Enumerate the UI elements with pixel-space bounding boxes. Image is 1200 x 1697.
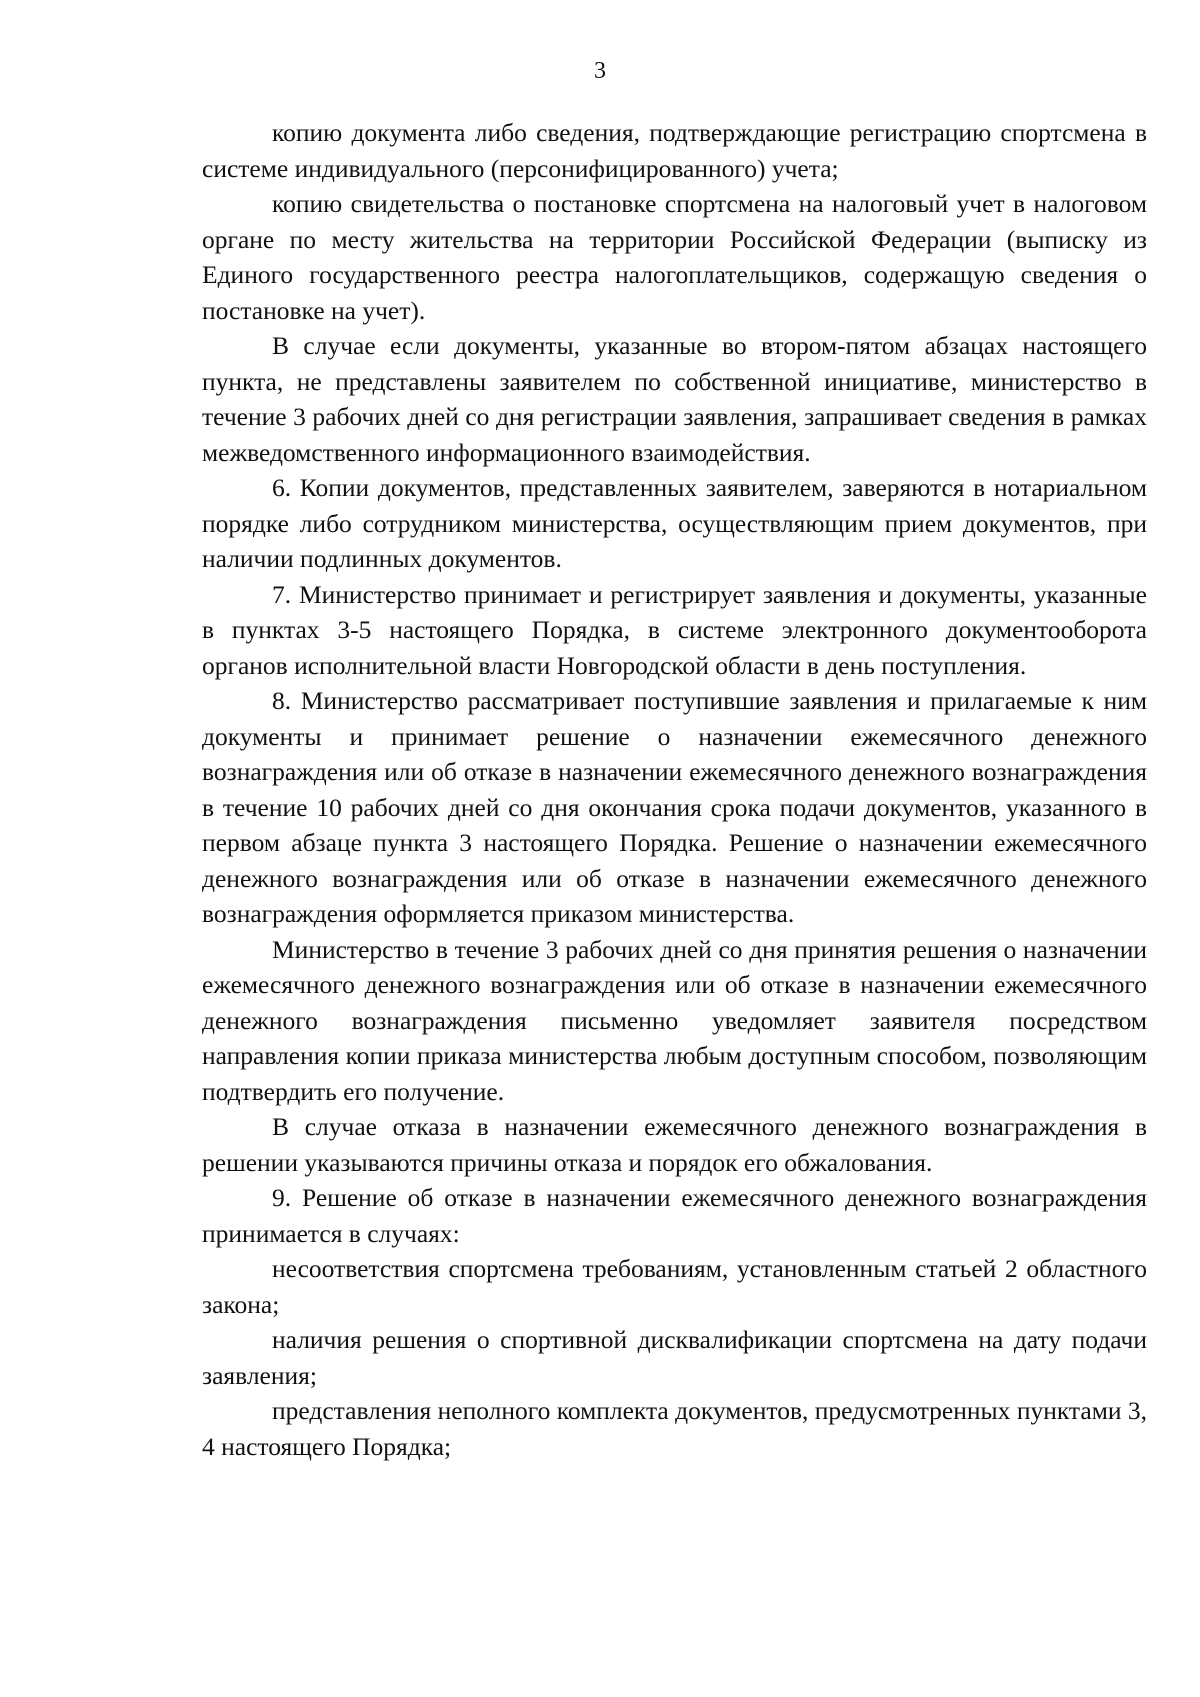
paragraph: несоответствия спортсмена требованиям, установленным статьей 2 областного закона; [202,1254,1147,1319]
paragraph: представления неполного комплекта документов, предусмотренных пунктами 3, 4 настоящего Порядка; [202,1396,1147,1461]
paragraph: Министерство в течение 3 рабочих дней со дня принятия решения о назначении ежемесячного денежного вознаграждения или об отказе в назначении ежемесячного денежного вознаграждения письменно уведомляет заявителя посредством направления копии приказа министерства любым доступным способом, позволяющим подтвердить его получение. [202,934,1147,1106]
paragraph: 7. Министерство принимает и регистрирует заявления и документы, указанные в пунктах 3-5 настоящего Порядка, в системе электронного документооборота органов исполнительной власти Новгородской области в день поступления. [202,579,1147,680]
paragraph: наличия решения о спортивной дисквалификации спортсмена на дату подачи заявления; [202,1325,1147,1390]
page-number: 3 [594,58,606,84]
paragraph: В случае отказа в назначении ежемесячного денежного вознаграждения в решении указываются причины отказа и порядок его обжалования. [202,1112,1147,1177]
paragraph: 6. Копии документов, представленных заявителем, заверяются в нотариальном порядке либо сотрудником министерства, осуществляющим прием документов, при наличии подлинных документов. [202,473,1147,573]
paragraph: копию документа либо сведения, подтверждающие регистрацию спортсмена в системе индивидуального (персонифицированного) учета; [202,118,1147,183]
document-body [202,115,1147,1464]
paragraph: 8. Министерство рассматривает поступившие заявления и прилагаемые к ним документы и принимает решение о назначении ежемесячного денежного вознаграждения или об отказе в назначении ежемесячного денежного вознаграждения в течение 10 рабочих дней со дня окончания срока подачи документов, указанного в первом абзаце пункта 3 настоящего Порядка. Решение о назначении ежемесячного денежного вознаграждения или об отказе в назначении ежемесячного денежного вознаграждения оформляется приказом министерства. [202,686,1147,928]
paragraph: копию свидетельства о постановке спортсмена на налоговый учет в налоговом органе по месту жительства на территории Российской Федерации (выписку из Единого государственного реестра налогоплательщиков, содержащую сведения о постановке на учет). [202,189,1147,325]
paragraph: В случае если документы, указанные во втором-пятом абзацах настоящего пункта, не представлены заявителем по собственной инициативе, министерство в течение 3 рабочих дней со дня регистрации заявления, запрашивает сведения в рамках межведомственного информационного взаимодействия. [202,331,1147,467]
paragraph: 9. Решение об отказе в назначении ежемесячного денежного вознаграждения принимается в случаях: [202,1183,1147,1248]
